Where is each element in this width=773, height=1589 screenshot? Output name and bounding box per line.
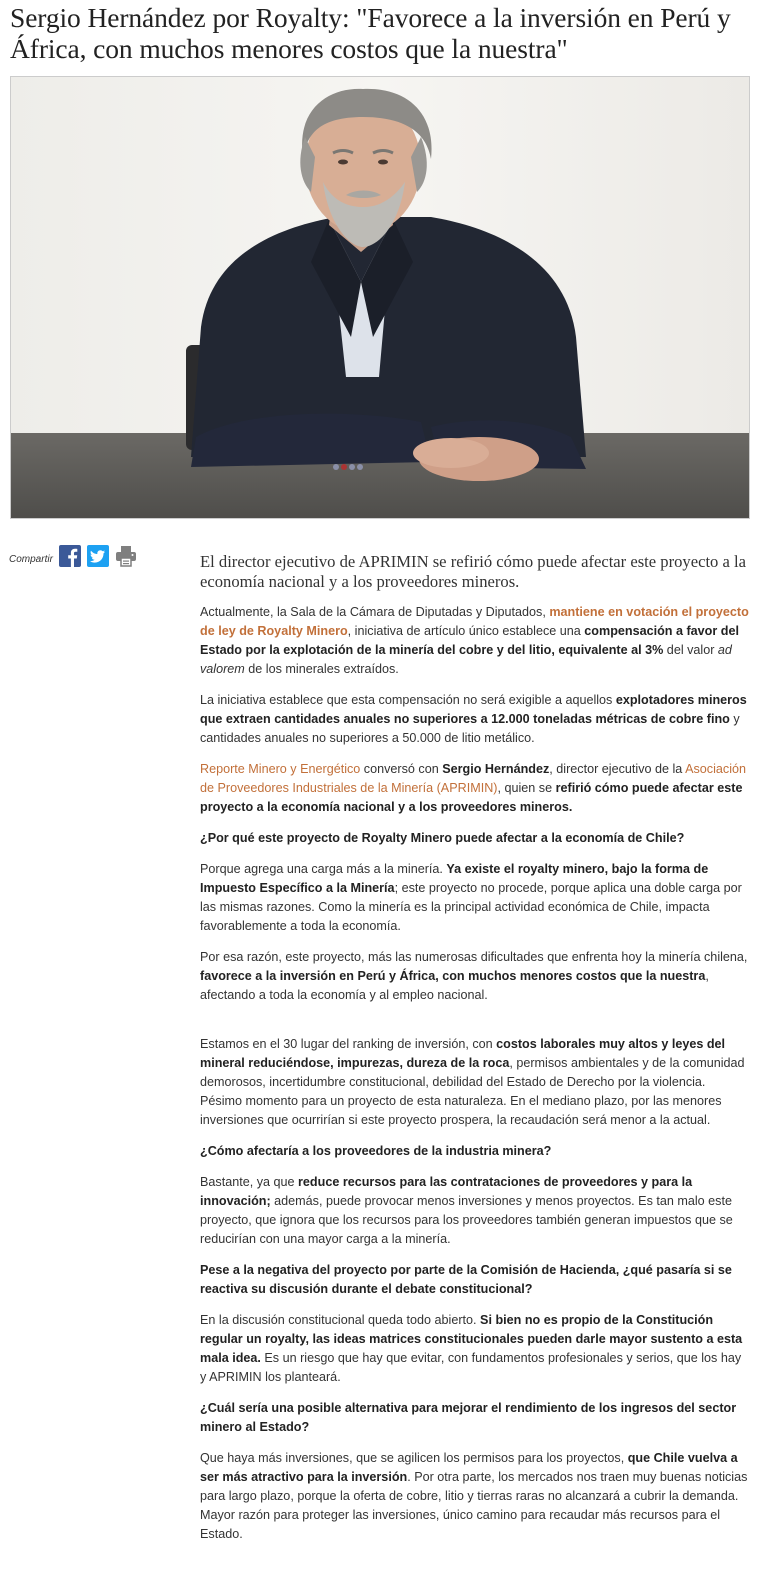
paragraph-2: La iniciativa establece que esta compensación no será exigible a aquellos explotadores mineros que extraen cantidades anuales no superiores a 12.000 toneladas métricas de cobre fino y cantidades anuales no superiores a 50.000 de litio metálico. bbox=[200, 693, 747, 745]
reporte-minero-link[interactable]: Reporte Minero y Energético bbox=[200, 762, 361, 776]
paragraph-3: Reporte Minero y Energético conversó con Sergio Hernández, director ejecutivo de la Asociación de Proveedores Industriales de la Minería (APRIMIN), quien se refirió cómo puede afectar este proyecto a la economía nacional y a los proveedores mineros. bbox=[200, 762, 747, 814]
royalty-vote-link[interactable]: mantiene en votación el proyecto de ley de Royalty Minero bbox=[200, 605, 749, 638]
portrait-illustration bbox=[11, 77, 750, 519]
question-4: ¿Cuál sería una posible alternativa para mejorar el rendimiento de los ingresos del sector minero al Estado? bbox=[200, 1401, 737, 1434]
paragraph-6: Estamos en el 30 lugar del ranking de inversión, con costos laborales muy altos y leyes del mineral reduciéndose, impurezas, dureza de la roca, permisos ambientales y de la comunidad demorosos, incertidumbre constitucional, debilidad del Estado de Derecho por la violencia. Pésimo momento para un proyecto de esta naturaleza. En el mediano plazo, por las menores inversiones que ocurrirían si este proyecto prospera, la recaudación será menor a la actual. bbox=[200, 1037, 745, 1127]
paragraph-4: Porque agrega una carga más a la minería. Ya existe el royalty minero, bajo la forma de Impuesto Específico a la Minería; este proyecto no procede, porque aplica una doble carga por las mismas razones. Como la minería es la principal actividad económica de Chile, impacta favorablemente a toda la economía. bbox=[200, 862, 742, 933]
share-bar bbox=[9, 545, 143, 567]
question-3: Pese a la negativa del proyecto por parte de la Comisión de Hacienda, ¿qué pasaría si se reactiva su discusión durante el debate constitucional? bbox=[200, 1263, 732, 1296]
paragraph-1: Actualmente, la Sala de la Cámara de Diputadas y Diputados, mantiene en votación el proyecto de ley de Royalty Minero, iniciativa de artículo único establece una compensación a favor del Estado por la explotación de la minería del cobre y del litio, equivalente al 3% del valor ad valorem de los minerales extraídos. bbox=[200, 605, 749, 676]
paragraph-8: En la discusión constitucional queda todo abierto. Si bien no es propio de la Constitución regular un royalty, las ideas matrices constitucionales pueden darle mayor sustento a esta mala idea. Es un riesgo que hay que evitar, con fundamentos profesionales y serios, que los hay y APRIMIN los planteará. bbox=[200, 1313, 743, 1384]
facebook-icon[interactable] bbox=[59, 545, 81, 567]
article-lead: El director ejecutivo de APRIMIN se refirió cómo puede afectar este proyecto a la economía nacional y a los proveedores mineros. bbox=[200, 552, 746, 591]
question-1: ¿Por qué este proyecto de Royalty Minero puede afectar a la economía de Chile? bbox=[200, 831, 685, 845]
share-label: Compartir bbox=[9, 553, 53, 565]
aprimin-link[interactable]: Asociación de Proveedores Industriales de la Minería (APRIMIN) bbox=[200, 762, 747, 795]
twitter-icon[interactable] bbox=[87, 545, 109, 567]
paragraph-7: Bastante, ya que reduce recursos para las contrataciones de proveedores y para la innovación; además, puede provocar menos inversiones y menos proyectos. Es tan malo este proyecto, que ignora que los recursos para los proveedores también generan impuestos que se reducirían con una mayor carga a la minería. bbox=[200, 1175, 733, 1246]
paragraph-5: Por esa razón, este proyecto, más las numerosas dificultades que enfrenta hoy la minería chilena, favorece a la inversión en Perú y África, con muchos menores costos que la nuestra, afectando a toda la economía y al empleo nacional. bbox=[200, 950, 748, 1002]
paragraph-9: Que haya más inversiones, que se agilicen los permisos para los proyectos, que Chile vuelva a ser más atractivo para la inversión. Por otra parte, los mercados nos traen muy buenas noticias para largo plazo, porque la oferta de cobre, litio y tierras raras no alcanzará a cubrir la demanda. Mayor razón para proteger las inversiones, único camino para recaudar más recursos para el Estado. bbox=[200, 1451, 748, 1541]
portrait-photo bbox=[10, 76, 750, 519]
print-icon[interactable] bbox=[115, 545, 137, 567]
article-body bbox=[200, 552, 750, 1556]
question-2: ¿Cómo afectaría a los proveedores de la industria minera? bbox=[200, 1144, 552, 1158]
article-headline: Sergio Hernández por Royalty: "Favorece a la inversión en Perú y África, con muchos menores costos que la nuestra" bbox=[10, 2, 731, 64]
